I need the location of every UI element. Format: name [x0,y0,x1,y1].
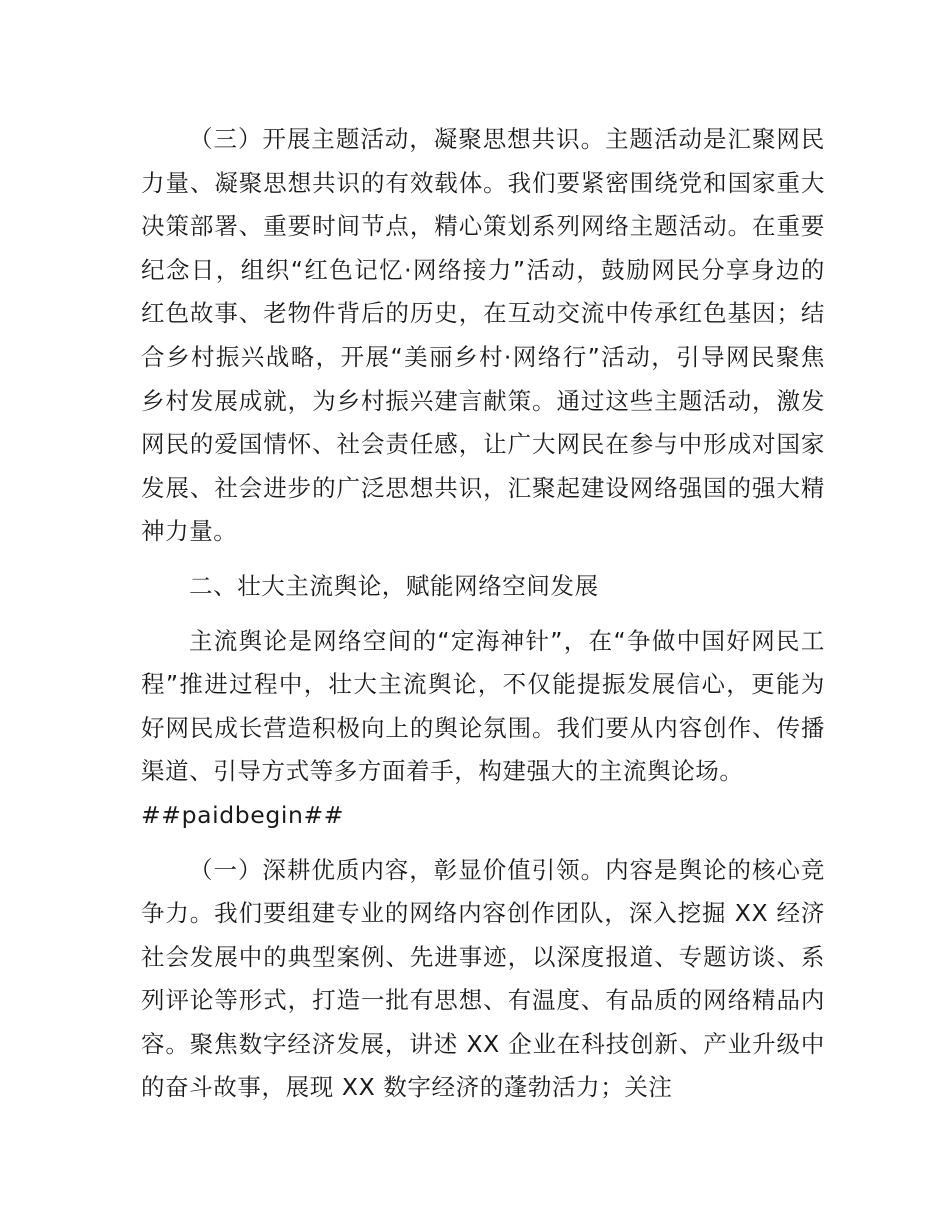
paragraph-public-opinion: 主流舆论是网络空间的“定海神针”，在“争做中国好网民工程”推进过程中，壮大主流舆论，不仅能提振发展信心，更能为好网民成长营造积极向上的舆论氛围。我们要从内容创作、传播渠道、引导方式等多方面着手，构建强大的主流舆论场。 [141,626,825,786]
paid-begin-marker: ##paidbegin## [141,800,345,829]
paragraph-quality-content: （一）深耕优质内容，彰显价值引领。内容是舆论的核心竞争力。我们要组建专业的网络内容创作团队，深入挖掘 XX 经济社会发展中的典型案例、先进事迹，以深度报道、专题访谈、系列评论等形式，打造一批有思想、有温度、有品质的网络精品内容。聚焦数字经济发展，讲述 XX 企业在科技创新、产业升级中的奋斗故事，展现 XX 数字经济的蓬勃活力；关注 [141,855,825,1102]
paragraph-activities: （三）开展主题活动，凝聚思想共识。主题活动是汇聚网民力量、凝聚思想共识的有效载体。我们要紧密围绕党和国家重大决策部署、重要时间节点，精心策划系列网络主题活动。在重要纪念日，组织“红色记忆·网络接力”活动，鼓励网民分享身边的红色故事、老物件背后的历史，在互动交流中传承红色基因；结合乡村振兴战略，开展“美丽乡村·网络行”活动，引导网民聚焦乡村发展成就，为乡村振兴建言献策。通过这些主题活动，激发网民的爱国情怀、社会责任感，让广大网民在参与中形成对国家发展、社会进步的广泛思想共识，汇聚起建设网络强国的强大精神力量。 [141,125,825,546]
document-page [141,118,825,1121]
section-heading: 二、壮大主流舆论，赋能网络空间发展 [189,571,599,600]
